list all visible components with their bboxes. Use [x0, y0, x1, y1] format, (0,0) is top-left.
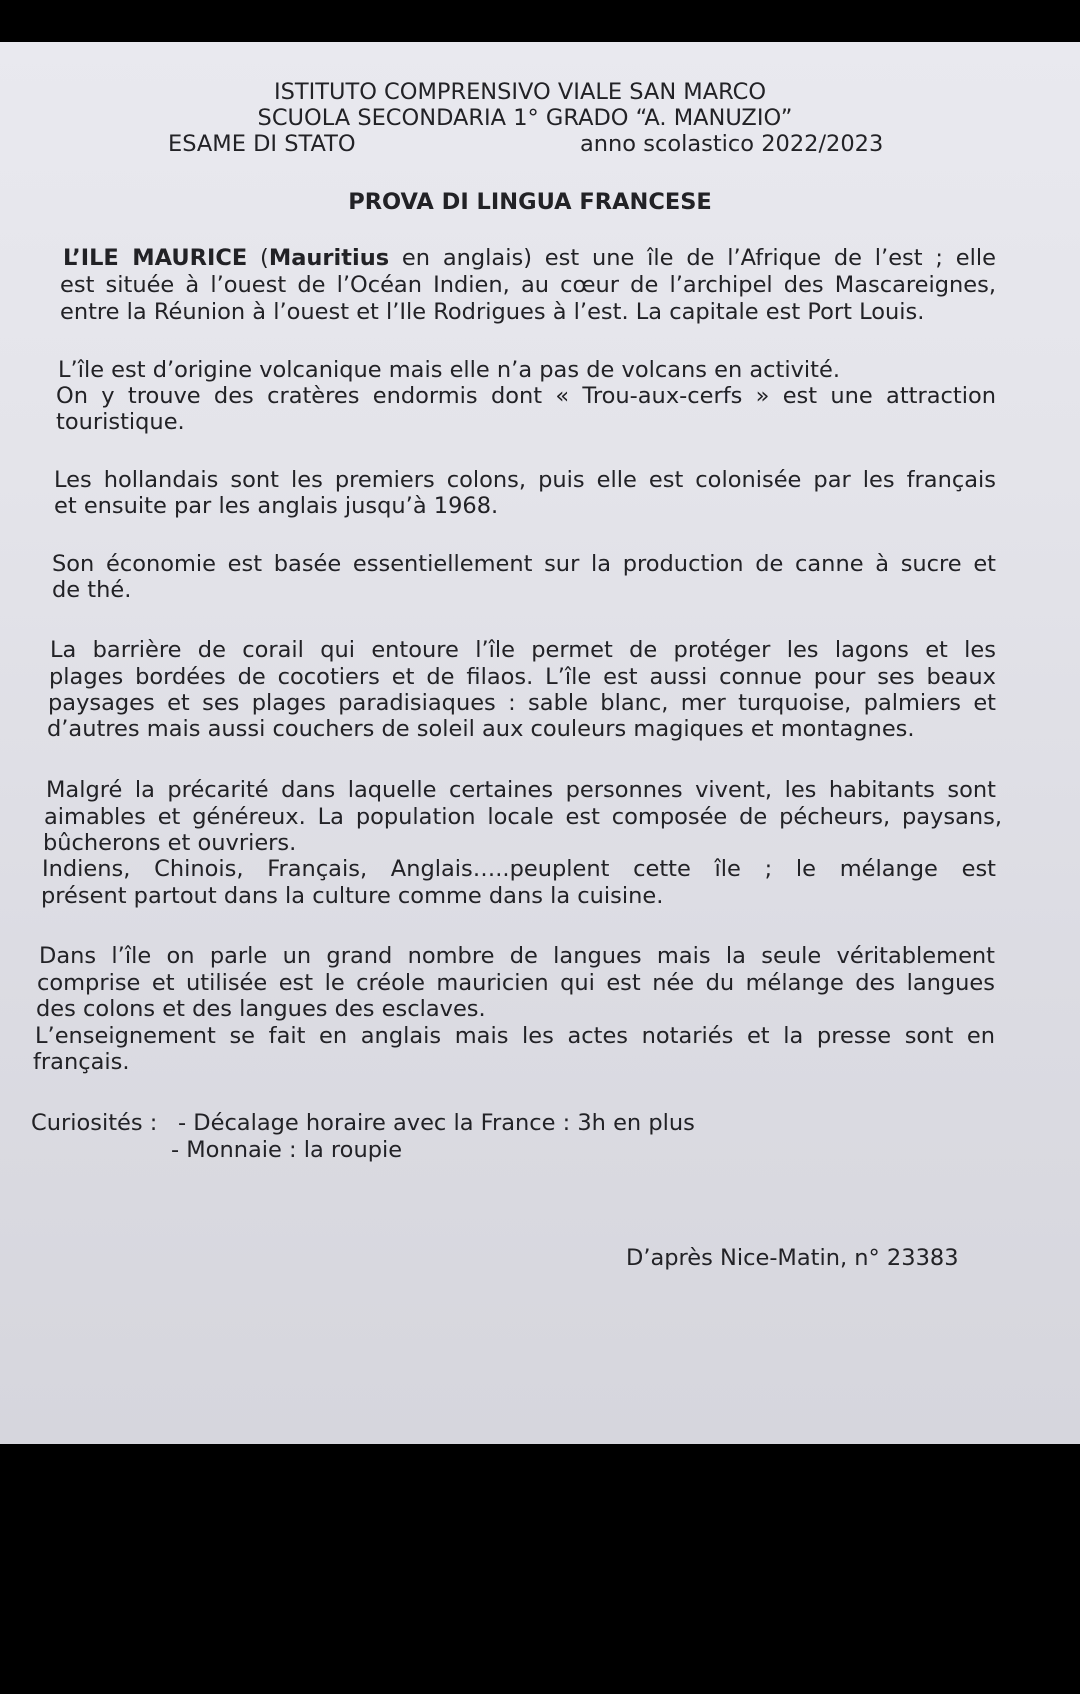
p1-line-1 [63, 244, 996, 272]
p6-line-2: aimables et généreux. La population locale est composée de pécheurs, paysans, [44, 804, 1002, 830]
p6-line-5: présent partout dans la culture comme dans la cuisine. [41, 883, 664, 909]
p7-line-2: comprise et utilisée est le créole mauricien qui est née du mélange des langues [37, 970, 995, 996]
p5-line-2: plages bordées de cocotiers et de filaos. L’île est aussi connue pour ses beaux [49, 664, 996, 690]
exam-label: ESAME DI STATO [168, 131, 356, 157]
p2-line-3: touristique. [56, 409, 185, 435]
p2-line-1: L’île est d’origine volcanique mais elle n’a pas de volcans en activité. [58, 357, 840, 383]
p5-line-3: paysages et ses plages paradisiaques : sable blanc, mer turquoise, palmiers et [48, 690, 996, 716]
p6-line-3: bûcherons et ouvriers. [43, 830, 297, 856]
p1-line-2: est située à l’ouest de l’Océan Indien, au cœur de l’archipel des Mascareignes, [60, 272, 996, 298]
p7-line-3: des colons et des langues des esclaves. [36, 996, 486, 1022]
p7-line-1: Dans l’île on parle un grand nombre de langues mais la seule véritablement [39, 943, 995, 969]
p4-line-2: de thé. [52, 577, 132, 603]
p1-line-3: entre la Réunion à l’ouest et l’Ile Rodrigues à l’est. La capitale est Port Louis. [60, 299, 925, 325]
page-title: PROVA DI LINGUA FRANCESE [348, 189, 712, 215]
p3-line-1: Les hollandais sont les premiers colons, puis elle est colonisée par les français [54, 467, 996, 493]
lead-english: Mauritius [268, 245, 390, 271]
curiosity-time-difference: - Décalage horaire avec la France : 3h en plus [178, 1110, 695, 1136]
p6-line-1: Malgré la précarité dans laquelle certaines personnes vivent, les habitants sont [46, 777, 996, 803]
p6-line-4: Indiens, Chinois, Français, Anglais…..peuplent cette île ; le mélange est [42, 856, 996, 882]
lead-title: L’ILE MAURICE [63, 245, 248, 271]
exam-sheet [0, 42, 1080, 1444]
p7-line-5: français. [33, 1049, 130, 1075]
p5-line-1: La barrière de corail qui entoure l’île permet de protéger les lagons et les [50, 637, 996, 663]
p3-line-2: et ensuite par les anglais jusqu’à 1968. [54, 493, 499, 519]
lead-open: ( [247, 245, 269, 271]
school-year: anno scolastico 2022/2023 [580, 131, 884, 157]
p2-line-2: On y trouve des cratères endormis dont « Trou-aux-cerfs » est une attraction [56, 383, 996, 409]
school-name: ISTITUTO COMPRENSIVO VIALE SAN MARCO [273, 79, 767, 105]
curiosity-currency: - Monnaie : la roupie [171, 1137, 403, 1163]
p4-line-1: Son économie est basée essentiellement sur la production de canne à sucre et [52, 551, 996, 577]
p5-line-4: d’autres mais aussi couchers de soleil aux couleurs magiques et montagnes. [47, 716, 915, 742]
curiosities-label: Curiosités : [31, 1110, 158, 1136]
p1-line-1-rest: en anglais) est une île de l’Afrique de l’est ; elle [389, 245, 996, 271]
source-citation: D’après Nice-Matin, n° 23383 [626, 1245, 959, 1271]
p7-line-4: L’enseignement se fait en anglais mais les actes notariés et la presse sont en [35, 1023, 995, 1049]
school-level: SCUOLA SECONDARIA 1° GRADO “A. MANUZIO” [257, 105, 793, 131]
